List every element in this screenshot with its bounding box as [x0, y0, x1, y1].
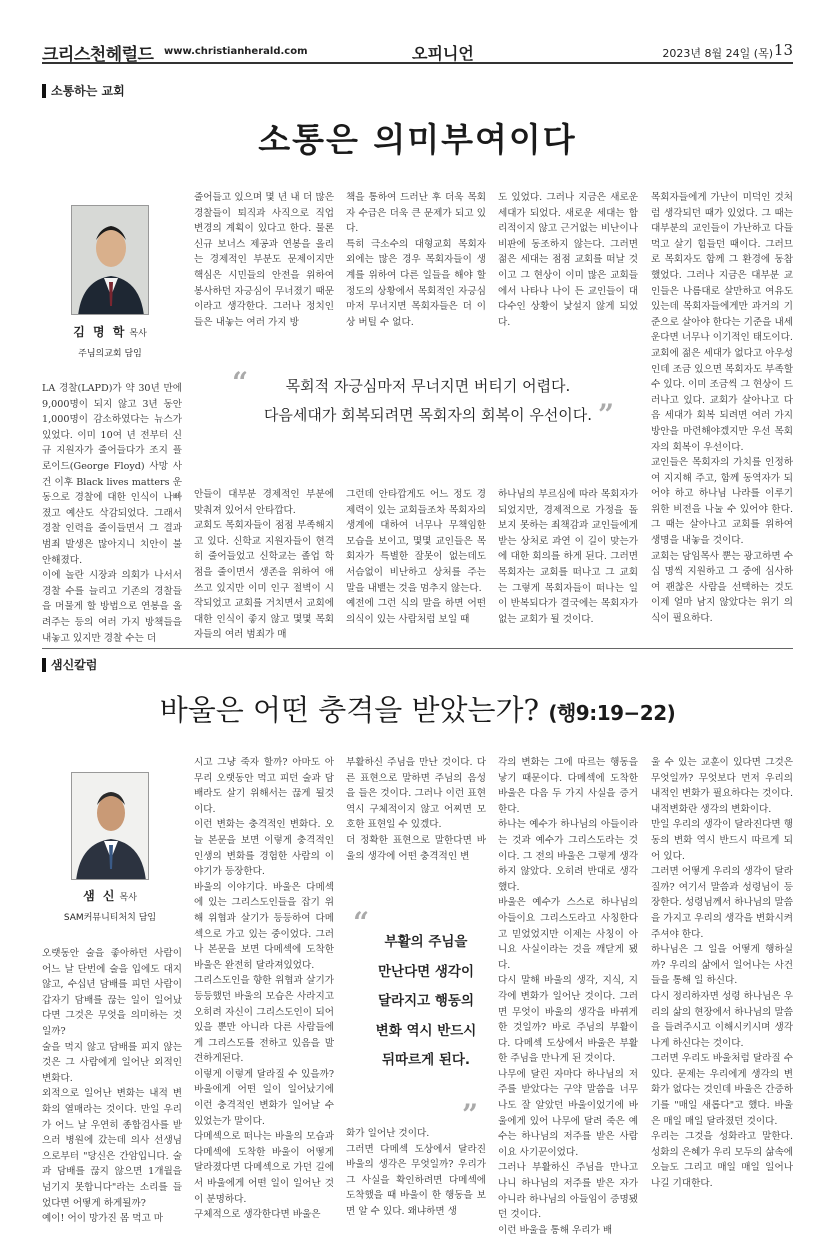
pull-quote-2-line-4: 변화 역시 반드시 — [375, 1022, 477, 1039]
article2-column-4: 각의 변화는 그에 따르는 행동을 낳기 때문이다. 다메섹에 도착한 바울은 다음 두 가지 사실을 증거한다. 하나는 예수가 하나님의 아들이라는 것과 예수가 그리스도라는 것이다. 그 전의 바울은 그렇게 생각하지 않았다. 오히려 반대로 생각했다. 바울은 예수가 스스로 하나님의 아들이요 그리스도라고 사칭한다고 믿었었지만 이제는 사칭이 아니요 사실이라는 것을 깨닫게 됐다. 다시 말해 바울의 생각, 지식, 지각에 변화가 일어난 것이다. 그러면 무엇이 바울의 생각을 바뀌게 한 것일까? 바로 주님의 부활이다. 다메섹 도상에서 바울은 부활한 주님을 만나게 된 것이다. 나무에 달린 자마다 하나님의 저주를 받았다는 구약 말씀을 너무나도 잘 알았던 바울이었기에 바울에게 있어 나무에 달려 죽은 예수는 하나님의 저주를 받은 사람이요 사기꾼이었다. 그러나 부활하신 주님을 만나고 나니 하나님의 저주를 받은 자가 아니라 하나님의 아들임이 증명됐던 것이다. 이런 바울을 통해 우리가 배 — [498, 757, 638, 1236]
section-name: 오피니언 — [412, 44, 474, 63]
article-column-5: 목회자들에게 가난이 미덕인 것처럼 생각되던 때가 있었다. 그 때는 대부분의 교인들이 가난하고 다들 먹고 살기 힘들던 때이다. 그러므로 목회자도 함께 그 환경에 동참했었다. 그러나 지금은 대부분 교인들은 나름대로 살만하고 여유도 있는데 목회자들에게만 과거의 기준으로 살아야 한다는 기준을 내세운다면 너무나 이기적인 태도이다. 교회에 젊은 세대가 없다고 아우성인데 조금 있으면 목회자도 부족할 수 있다. 이미 조금씩 그 현상이 드러나고 있다. 교회가 살아나고 다음 세대가 회복 되려면 여러 가지 방안을 마련해야겠지만 우선 목회자의 회복이 우선이다. 교인들은 목회자의 가치를 인정하여 지지해 주고, 함께 동역자가 되어야 하고 하나님 나라를 이루기 위한 비전을 나눌 수 있어야 한다. 그 때는 살아나고 교회를 위하여 생명을 내놓을 것이다. 교회는 담임목사 뿐는 광고하면 수십 명씩 지원하고 그 중에 심사하여 괜찮은 사람을 선택하는 것도 이제 얼마 남지 않았다는 위기 의식이 필요하다. — [651, 192, 793, 625]
page-header — [42, 38, 793, 64]
close-quote-icon-2: ” — [462, 1098, 479, 1131]
article-column-2-bottom: 안들이 대부분 경제적인 부분에 맞춰져 있어서 안타깝다. 교회도 목회자들이 점점 부족해지고 있다. 신학교 지원자들이 현격히 줄어들었고 신학교는 졸업 학점을 줄이면서 생존을 위하여 애쓰고 있지만 이미 인구 절벽이 시작되었고 교회를 거치면서 교회에 대한 인식이 좋지 않고 몇몇 목회자들의 여러 범죄가 매 — [194, 489, 334, 641]
scripture-reference: (행9:19−22) — [548, 701, 676, 725]
pull-quote-line-1: 목회적 자긍심마저 무너지면 버티기 어렵다. — [285, 377, 571, 395]
author-role: 목사 — [129, 329, 147, 339]
portrait-image — [72, 206, 149, 315]
article2-column-3-top: 부활하신 주님을 만난 것이다. 다른 표현으로 말하면 주님의 음성을 들은 것이다. 그러나 이런 표현역시 구체적이지 않고 어찌면 모호한 표현일 수 있겠다. 더 정확한 표현으로 말한다면 바울의 생각에 어떤 충격적인 변 — [346, 757, 486, 862]
open-quote-icon-2: “ — [353, 906, 370, 939]
newspaper-logo: 크리스천헤럴드 — [42, 45, 154, 65]
column-tag: 소통하는 교회 — [42, 84, 125, 98]
article-column-3-bottom: 그런데 안타깝게도 어느 정도 경제력이 있는 교회들조차 목회자의 생계에 대하여 너무나 무책임한 모습을 보이고, 몇몇 교인들은 목회자가 특별한 잘못이 없는데도 서슴없이 비난하고 상처를 주는 말을 내뱉는 것을 멈추지 않는다. 예전에 그런 식의 말을 하면 어떤 의식이 있는 사람처럼 보일 때 — [346, 489, 486, 625]
article2-column-1: 오랫동안 술을 좋아하던 사람이 어느 날 단번에 술을 입에도 대지 않고, 수십년 담배를 피던 사람이 갑자기 담배를 끊는 일이 일어났다면 그것은 무엇을 의미하는 것일까? 술을 먹지 않고 담배를 피지 않는 것은 그 사람에게 일어난 외적인 변화다. 외적으로 일어난 변화는 내적 변화의 열매라는 것이다. 만일 우리가 어느 날 우연히 종합검사를 받으러 병원에 갔는데 의사 선생님으로부터 "당신은 간암입니다. 술과 담배를 끊지 않으면 1개월을 넘기지 못합니다"라는 소리를 들었다면 어떻게 하게될까? 예이! 어이 망가진 몸 먹고 마 — [42, 948, 182, 1225]
article2-column-3-bottom: 화가 일어난 것이다. 그러면 다메섹 도상에서 달라진 바울의 생각은 무엇일까? 우리가 그 사실을 확인하려면 다메섹에 도착했을 때 바울이 한 행동을 보면 알 수 있다. 왜냐하면 생 — [346, 1128, 486, 1217]
pull-quote-2-line-3: 달라지고 행동의 — [378, 993, 474, 1009]
author-photo — [71, 205, 149, 315]
article-column-4-bottom: 하나님의 부르심에 따라 목회자가 되었지만, 경제적으로 가정을 돌보지 못하는 죄책감과 교인들에게 받는 상처로 과연 이 길이 맞는가에 대한 회의를 하게 된다. 그러면 목회자는 교회를 떠나고 그 교회는 그렇게 목회자들이 떠나는 일이 반복되다가 결국에는 목회자가 없는 교회가 될 것이다. — [498, 489, 638, 625]
article2-column-5: 울 수 있는 교훈이 있다면 그것은 무엇일까? 무엇보다 먼저 우리의 내적인 변화가 필요하다는 것이다. 내적변화란 생각의 변화이다. 만일 우리의 생각이 달라진다면 행동의 변화 역시 반드시 따르게 되어 있다. 그러면 어떻게 우리의 생각이 달라질까? 여기서 말씀과 성령님이 등장한다. 성령님께서 하나님의 말씀을 가지고 우리의 생각을 변화시켜 주셔야 한다. 하나님은 그 일을 어떻게 행하실까? 우리의 삶에서 일어나는 사건들을 통해 일 하신다. 다시 정리하자면 성령 하나님은 우리의 삶의 현장에서 하나님의 말씀을 들려주시고 이해시키시며 생각나게 하신다는 것이다. 그러면 우리도 바울처럼 달라질 수 있다. 문제는 우리에게 생각의 변화가 없다는 것인데 바울은 간증하기를 "매일 새롭다"고 했다. 바울은 매일 매일 달라졌던 것이다. 우리는 그것을 성화라고 말한다. 성화의 은혜가 우리 모두의 삶속에 오늘도 그리고 매일 매일 일어나 나길 기대한다. — [651, 757, 793, 1190]
pull-quote-2-line-1: 부활의 주님을 — [384, 934, 468, 950]
author-byline-2 — [48, 887, 172, 923]
pull-quote — [228, 372, 628, 430]
article-title-2 — [0, 688, 835, 729]
article-title-2-text: 바울은 어떤 충격을 받았는가? — [159, 693, 540, 727]
open-quote-icon: “ — [232, 366, 249, 399]
author-name: 김 명 학 — [73, 325, 127, 339]
article-column-3-top: 책을 통하여 드러난 후 더욱 목회자 수급은 더욱 큰 문제가 되고 있다. 특히 극소수의 대형교회 목회자 외에는 많은 경우 목회자들이 생계를 위하여 다른 일들을 해야 할 정도의 상황에서 목회적인 자긍심마저 무너지면 목회자들은 더 이상 버틸 수 없다. — [346, 192, 486, 328]
section-divider — [42, 648, 793, 649]
author-byline — [48, 323, 172, 359]
pull-quote-2-line-2: 만난다면 생각이 — [378, 963, 474, 980]
issue-date: 2023년 8월 24일 (목) — [662, 47, 773, 60]
pull-quote-2 — [356, 928, 496, 1076]
article-title: 소통은 의미부여이다 — [258, 120, 577, 159]
author-affiliation-2: SAM커뮤니티처치 담임 — [63, 913, 157, 923]
article-column-1: LA 경찰(LAPD)가 약 30년 만에 9,000명이 되지 않고 3년 동안 1,000명이 감소하였다는 뉴스가 있었다. 이미 10여 년 전부터 신규 지원자가 줄어들다가 조지 플로이드(George Floyd) 사망 사건 이후 Black lives matters 운동으로 경찰에 대한 인식이 나빠졌고 예산도 삭감되었다. 그래서 경찰 인력을 줄이들면서 그 결과 범죄 발생은 많아지니 치안이 불안해졌다. 이에 놀란 시장과 의회가 나서서 경찰 수를 늘리고 기존의 경찰들을 머물게 할 방법으로 연봉을 올려주는 등의 여러 가지 방책들을 내놓고 있지만 경찰 수는 더 — [42, 383, 182, 644]
author-name-2: 샘 신 — [83, 889, 117, 903]
close-quote-icon: ” — [598, 398, 615, 431]
article-column-4-top: 도 있었다. 그러나 지금은 새로운 세대가 되었다. 새로운 세대는 합리적이지 않고 근거없는 비난이나 비판에 동조하지 않는다. 그러면 젊은 세대는 점점 교회를 떠날 것이고 그 현상이 이미 많은 교회들에서 나타나 나이 든 교인들이 대다수인 상황이 낯설지 않게 되었다. — [498, 192, 638, 328]
pull-quote-line-2: 다음세대가 회복되려면 목회자의 회복이 우선이다. — [263, 406, 593, 424]
pull-quote-2-line-5: 뒤따르게 된다. — [381, 1052, 471, 1068]
article-column-2-top: 줄어들고 있으며 몇 년 내 더 많은 경찰들이 퇴직과 사직으로 직업 변경의 계획이 있다고 한다. 물론 신규 보너스 제공과 연봉을 올리는 경제적인 부분도 문제이지만 핵심은 시민들의 안전을 위하여 봉사하던 자긍심이 무너졌기 때문이라고 생각한다. 그러나 정치인들은 내놓는 여러 가지 방 — [194, 192, 334, 328]
author-role-2: 목사 — [119, 893, 137, 903]
website-url[interactable]: www.christianherald.com — [164, 46, 308, 57]
column-tag-2: 샘신칼럼 — [42, 658, 97, 672]
article2-column-2: 시고 그냥 죽자 할까? 아마도 아무리 오랫동안 먹고 피던 술과 담배라도 살기 위해서는 끊게 될것이다. 이런 변화는 충격적인 변화다. 오늘 본문을 보면 이렇게 충격적인 인생의 변화를 경험한 사람의 이야기가 등장한다. 바울의 이야기다. 바울은 다메섹에 있는 그리스도인들을 잡기 위해 위협과 살기가 등등하여 다메섹으로 가고 있는 중이었다. 그러나 본문을 보면 다메섹에 도착한 바울은 완전히 달라져있었다. 그리스도인을 향한 위협과 살기가 등등했던 바울의 모습은 사라지고 오히려 자신이 그리스도인이 되어 있을 뿐만 아니라 다른 사람들에게 그리스도를 전하고 있음을 발견하게된다. 이렇게 이렇게 달라질 수 있을까? 바울에게 어떤 일이 일어났기에 이런 충격적인 변화가 일어날 수 있었는가 말이다. 다메섹으로 떠나는 바울의 모습과 다메섹에 도착한 바울이 어떻게 달라졌다면 다메섹으로 가던 길에서 바울에게 어떤 일이 일어난 것이 분명하다. 구체적으로 생각한다면 바울은 — [194, 757, 334, 1221]
page-number: 13 — [773, 41, 793, 59]
portrait-image-2 — [72, 773, 149, 880]
author-affiliation: 주님의교회 담임 — [78, 349, 142, 359]
author-photo-2 — [71, 772, 149, 880]
